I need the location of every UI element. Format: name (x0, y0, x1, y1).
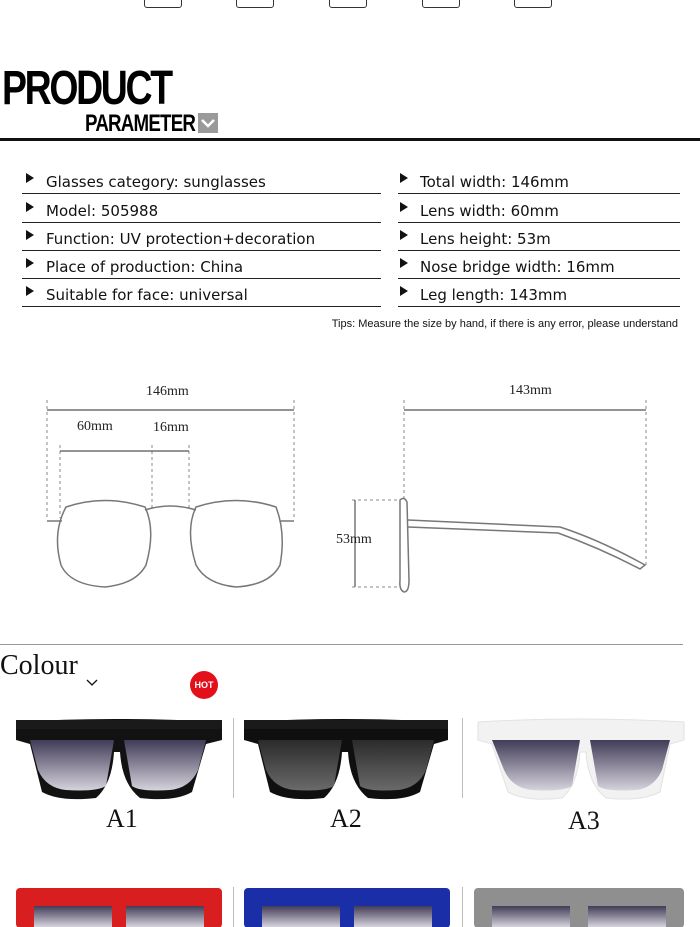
triangle-bullet-icon (26, 230, 34, 240)
param-text: Lens width: 60mm (420, 202, 559, 220)
triangle-bullet-icon (26, 286, 34, 296)
page-title: PRODUCT (2, 62, 171, 115)
param-text: Model: 505988 (46, 202, 159, 220)
sunglasses-blue-image (244, 888, 450, 927)
leg-length-label: 143mm (509, 383, 552, 398)
param-row (22, 193, 381, 223)
sunglasses-grey-image (474, 888, 684, 927)
total-width-label: 146mm (146, 384, 189, 399)
variant-label-a3: A3 (568, 806, 600, 835)
sunglasses-red-image (16, 888, 222, 927)
param-text: Suitable for face: universal (46, 286, 248, 304)
param-text: Total width: 146mm (420, 173, 569, 191)
triangle-bullet-icon (26, 173, 34, 183)
sunglasses-a3-image (478, 719, 684, 799)
top-tab-button[interactable] (144, 0, 182, 8)
triangle-bullet-icon (400, 286, 408, 296)
colour-heading: Colour (0, 650, 78, 681)
bridge-width-label: 16mm (153, 420, 189, 435)
page-subtitle: PARAMETER (85, 110, 196, 137)
top-tab-button[interactable] (514, 0, 552, 8)
glasses-dimension-diagram (0, 370, 700, 610)
top-tab-button[interactable] (236, 0, 274, 8)
gallery-divider (462, 718, 463, 798)
lens-height-label: 53mm (336, 532, 372, 547)
lens-width-label: 60mm (77, 419, 113, 434)
param-row (398, 193, 680, 223)
gallery-divider (462, 887, 463, 927)
sunglasses-a2-image (244, 719, 448, 799)
chevron-down-icon (198, 113, 218, 133)
param-text: Function: UV protection+decoration (46, 230, 316, 248)
param-row (398, 249, 680, 279)
hot-badge: HOT (190, 671, 218, 699)
param-text: Glasses category: sunglasses (46, 173, 266, 191)
param-text: Lens height: 53m (420, 230, 551, 248)
gallery-divider (233, 718, 234, 798)
param-row (398, 164, 680, 194)
triangle-bullet-icon (26, 258, 34, 268)
param-text: Place of production: China (46, 258, 244, 276)
top-tab-button[interactable] (422, 0, 460, 8)
triangle-bullet-icon (26, 202, 34, 212)
triangle-bullet-icon (400, 202, 408, 212)
variant-label-a1: A1 (106, 804, 138, 833)
top-tab-button[interactable] (329, 0, 367, 8)
param-row (398, 221, 680, 251)
triangle-bullet-icon (400, 173, 408, 183)
param-row (398, 277, 680, 307)
param-row (22, 164, 381, 194)
chevron-down-icon (86, 679, 98, 687)
param-text: Leg length: 143mm (420, 286, 568, 304)
variant-label-a2: A2 (330, 804, 362, 833)
param-row (22, 249, 381, 279)
param-text: Nose bridge width: 16mm (420, 258, 615, 276)
param-row (22, 221, 381, 251)
header-divider (0, 138, 700, 141)
triangle-bullet-icon (400, 258, 408, 268)
sunglasses-a1-image (16, 719, 222, 799)
param-row (22, 277, 381, 307)
triangle-bullet-icon (400, 230, 408, 240)
measurement-tip: Tips: Measure the size by hand, if there is any error, please understand (331, 318, 678, 330)
gallery-divider (233, 887, 234, 927)
section-divider (0, 644, 683, 645)
